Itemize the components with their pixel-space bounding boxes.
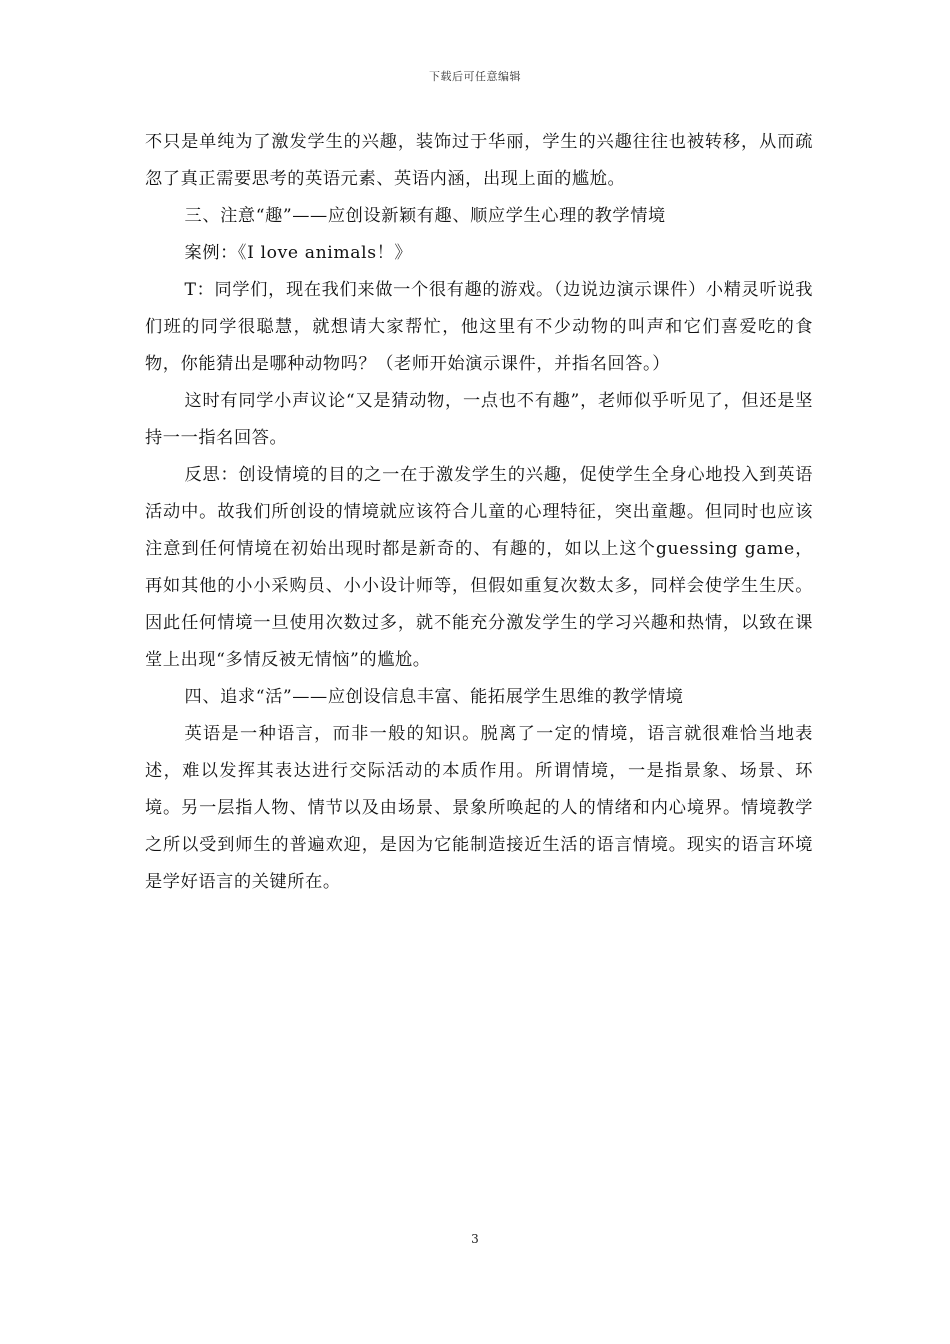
section-heading-4: 四、追求“活”——应创设信息丰富、能拓展学生思维的教学情境 [184,687,684,707]
paragraph-reflection: 反思：创设情境的目的之一在于激发学生的兴趣，促使学生全身心地投入到英语活动中。故我们所创设的情境就应该符合儿童的心理特征，突出童趣。但同时也应该注意到任何情境在初始出现时都是新奇的、有趣的，如以上这个guessing game，再如其他的小小采购员、小小设计师等，但假如重复次数太多，同样会使学生生厌。因此任何情境一旦使用次数过多，就不能充分激发学生的学习兴趣和热情，以致在课堂上出现“多情反被无情恼”的尴尬。 [145,465,813,670]
document-body [145,124,813,901]
paragraph-language-context: 英语是一种语言，而非一般的知识。脱离了一定的情境，语言就很难恰当地表述，难以发挥其表达进行交际活动的本质作用。所谓情境，一是指景象、场景、环境。另一层指人物、情节以及由场景、景象所唤起的人的情绪和内心境界。情境教学之所以受到师生的普遍欢迎，是因为它能制造接近生活的语言情境。现实的语言环境是学好语言的关键所在。 [145,724,813,892]
paragraph-student-reaction: 这时有同学小声议论“又是猜动物，一点也不有趣”，老师似乎听见了，但还是坚持一一指名回答。 [145,391,813,448]
paragraph-teacher-dialogue: T：同学们，现在我们来做一个很有趣的游戏。（边说边演示课件）小精灵听说我们班的同学很聪慧，就想请大家帮忙，他这里有不少动物的叫声和它们喜爱吃的食物，你能猜出是哪种动物吗？（老师开始演示课件，并指名回答。） [145,280,813,374]
case-title: 案例：《I love animals！》 [184,243,413,263]
paragraph-continuation: 不只是单纯为了激发学生的兴趣，装饰过于华丽，学生的兴趣往往也被转移，从而疏忽了真正需要思考的英语元素、英语内涵，出现上面的尴尬。 [145,132,813,189]
section-heading-3: 三、注意“趣”——应创设新颖有趣、顺应学生心理的教学情境 [184,206,666,226]
page-number: 3 [471,1232,479,1246]
page-header: 下载后可任意编辑 [429,70,521,83]
